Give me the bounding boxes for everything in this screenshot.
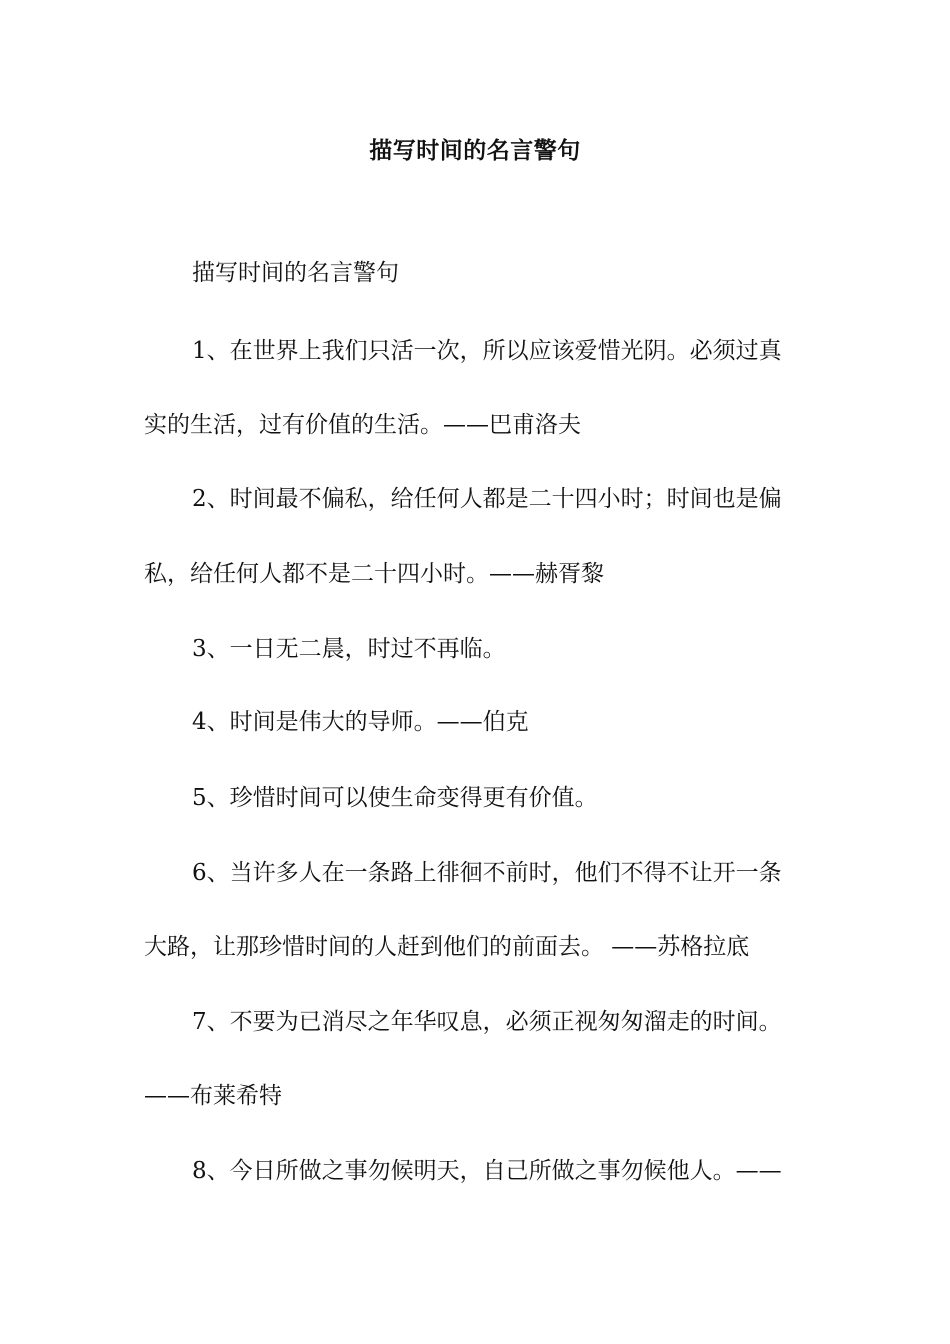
document-title: 描写时间的名言警句 [369, 138, 581, 164]
quote-6-line-2: 大路，让那珍惜时间的人赶到他们的前面去。 ——苏格拉底 [144, 934, 750, 960]
quote-7-line-2: ——布莱希特 [144, 1083, 282, 1109]
quote-1-line-1: 1、在世界上我们只活一次，所以应该爱惜光阴。必须过真 [192, 338, 782, 364]
quote-2-line-1: 2、时间最不偏私，给任何人都是二十四小时；时间也是偏 [192, 486, 782, 512]
quote-2-line-2: 私，给任何人都不是二十四小时。——赫胥黎 [144, 561, 604, 587]
quote-4: 4、时间是伟大的导师。——伯克 [192, 709, 529, 735]
quote-6-line-1: 6、当许多人在一条路上徘徊不前时，他们不得不让开一条 [192, 860, 782, 886]
quote-8-line-1: 8、今日所做之事勿候明天，自己所做之事勿候他人。—— [192, 1158, 782, 1184]
quote-1-line-2: 实的生活，过有价值的生活。——巴甫洛夫 [144, 412, 581, 438]
document-subtitle: 描写时间的名言警句 [192, 260, 399, 286]
quote-7-line-1: 7、不要为已消尽之年华叹息，必须正视匆匆溜走的时间。 [192, 1009, 782, 1035]
quote-3: 3、一日无二晨，时过不再临。 [192, 636, 506, 662]
quote-5: 5、珍惜时间可以使生命变得更有价值。 [192, 785, 598, 811]
